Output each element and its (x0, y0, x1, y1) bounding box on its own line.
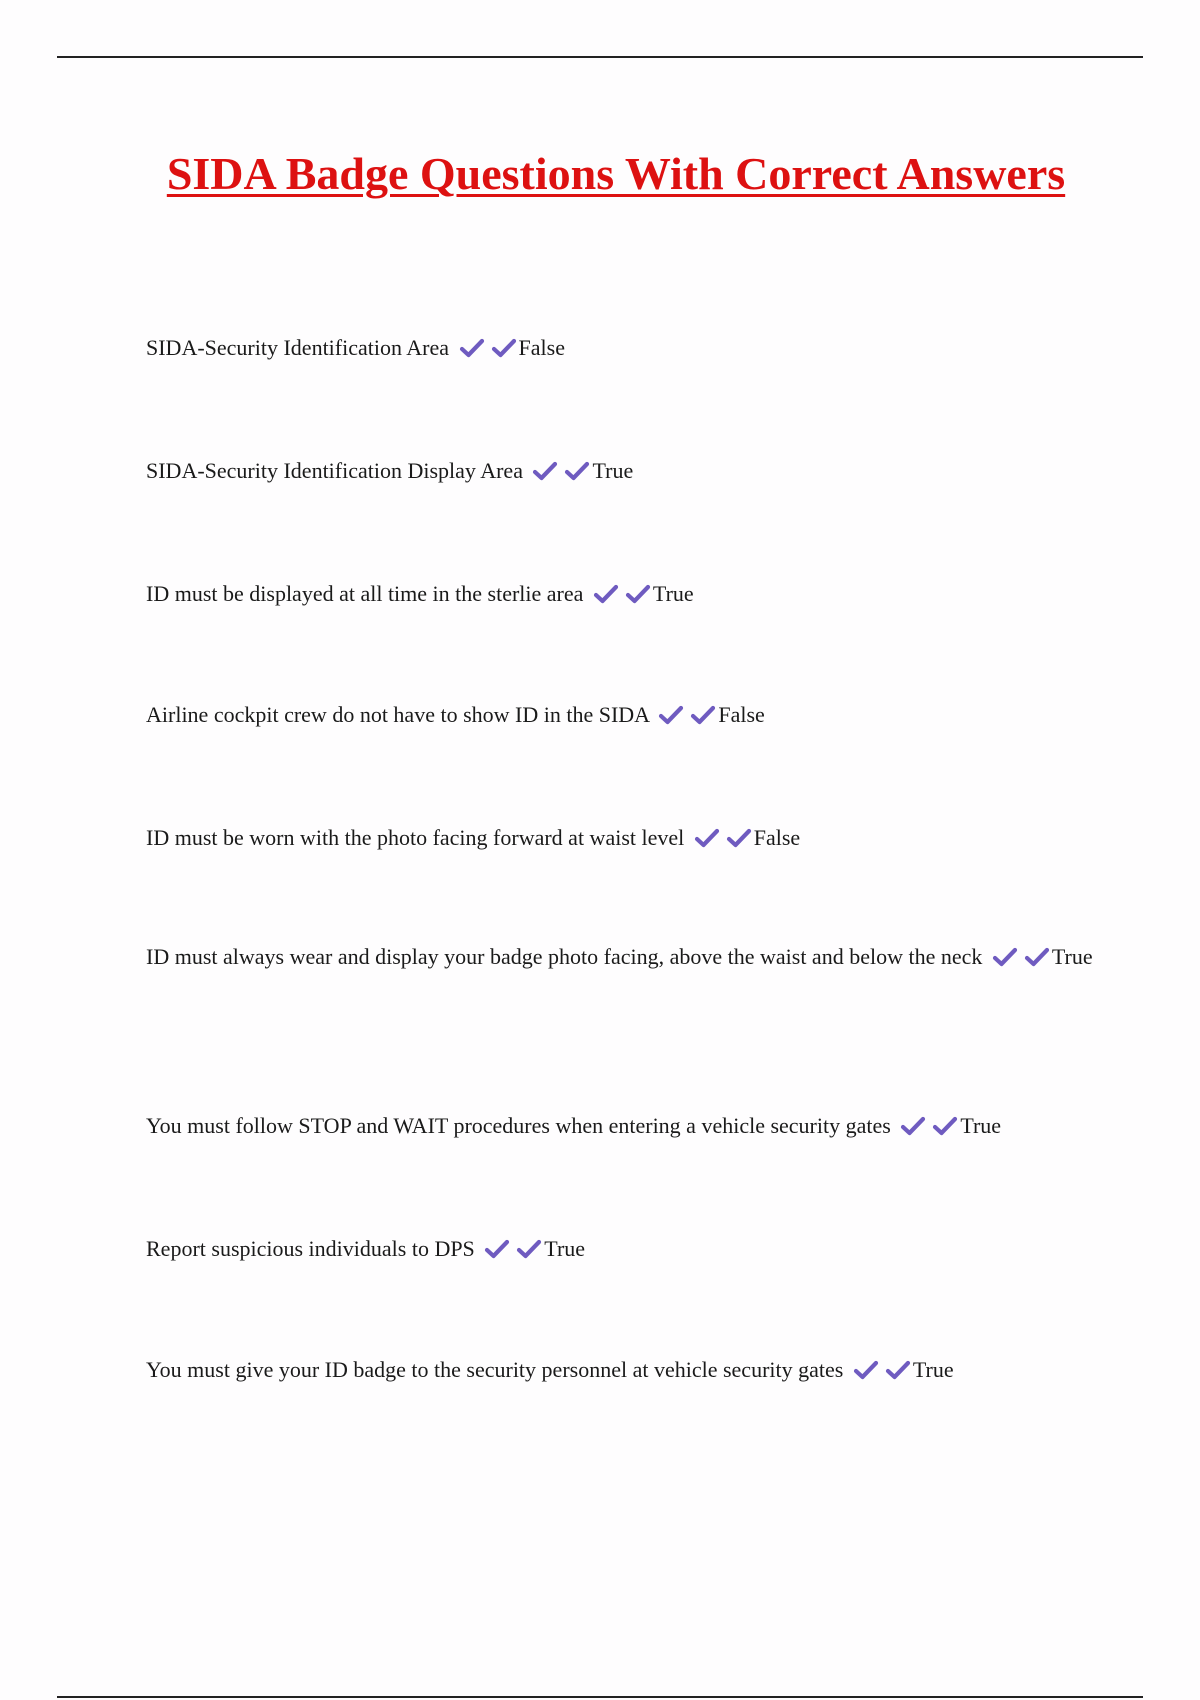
check-icon (932, 1115, 958, 1137)
question-text: Report suspicious individuals to DPS (146, 1236, 475, 1261)
check-icon (992, 946, 1018, 968)
question-text: ID must always wear and display your badge photo facing, above the waist and below the neck (146, 944, 983, 969)
question-text: ID must be worn with the photo facing forward at waist level (146, 825, 685, 850)
answer-text: False (753, 825, 801, 850)
check-icon (900, 1115, 926, 1137)
check-icon (491, 337, 517, 359)
question-text: ID must be displayed at all time in the sterlie area (146, 581, 584, 606)
check-icon (1024, 946, 1050, 968)
check-icon (726, 827, 752, 849)
check-icon (532, 460, 558, 482)
bottom-rule (57, 1696, 1143, 1698)
check-icon (694, 827, 720, 849)
answer-text: False (518, 335, 565, 360)
answer-text: True (592, 458, 634, 483)
qa-item (146, 449, 1096, 493)
answer-text: True (912, 1357, 954, 1382)
qa-item (146, 1348, 1096, 1392)
question-text: SIDA-Security Identification Display Area (146, 458, 523, 483)
check-icon (593, 583, 619, 605)
answer-text: True (960, 1113, 1002, 1138)
answer-text: True (652, 581, 694, 606)
check-icon (516, 1238, 542, 1260)
check-icon (853, 1359, 879, 1381)
answer-text: True (544, 1236, 586, 1261)
qa-item (146, 1104, 1096, 1148)
check-icon (658, 704, 684, 726)
check-icon (564, 460, 590, 482)
question-text: Airline cockpit crew do not have to show ID in the SIDA (146, 702, 649, 727)
question-text: SIDA-Security Identification Area (146, 335, 450, 360)
top-rule (57, 56, 1143, 58)
check-icon (885, 1359, 911, 1381)
qa-item (146, 572, 1096, 616)
check-icon (690, 704, 716, 726)
question-text: You must follow STOP and WAIT procedures when entering a vehicle security gates (146, 1113, 891, 1138)
qa-item (146, 326, 1096, 370)
check-icon (625, 583, 651, 605)
question-text: You must give your ID badge to the security personnel at vehicle security gates (146, 1357, 844, 1382)
answer-text: True (1051, 944, 1093, 969)
qa-item (146, 816, 1096, 860)
page-title: SIDA Badge Questions With Correct Answers (166, 148, 1066, 199)
answer-text: False (718, 702, 765, 727)
check-icon (484, 1238, 510, 1260)
qa-item (146, 1227, 1096, 1271)
qa-item (146, 693, 1096, 737)
check-icon (459, 337, 485, 359)
qa-item (146, 935, 1096, 979)
